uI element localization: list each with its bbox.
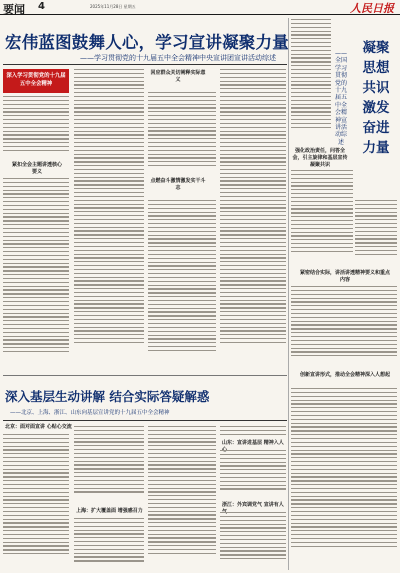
lead-headline: 宏伟蓝图鼓舞人心，学习宣讲凝聚力量 <box>5 33 289 52</box>
section-kicker-middle-2: 点燃奋斗激情激发实干斗志 <box>150 178 206 191</box>
headline-rule <box>3 64 287 65</box>
issue-date: 2025年11月28日 星期五 <box>90 4 136 9</box>
subhead-beijing: 北京：面对面宣讲 心贴心交流 <box>5 424 72 430</box>
section-divider <box>3 375 287 376</box>
right-headline: 凝聚思想共识 激发奋进力量 <box>362 40 390 156</box>
right-column-d <box>291 388 397 570</box>
subhead-shandong: 山东：宣讲进基层 精神入人 <box>222 440 284 446</box>
subhead-zhejiang: 浙江：外宾调党气 宣讲有人 <box>222 502 284 508</box>
right-subheadline: ——全国学习贯彻党的十九届五中全会精神宣讲活动综述 <box>334 50 347 146</box>
subhead-shanghai: 上海：扩大覆盖面 增强感召力 <box>76 508 143 514</box>
column-tag-box: 深入学习贯彻党的十九届五中全会精神 <box>3 69 69 93</box>
second-column-3 <box>148 426 216 570</box>
right-subhead-1: 强化政治责任，问答全会，引主旋律和基层宣传凝聚共识 <box>292 148 348 168</box>
right-subhead-3: 创新宣讲形式，推动全会精神深入人想起 <box>300 372 391 378</box>
article-column-3b <box>148 200 216 373</box>
section-kicker-left: 紧扣全会主题讲透核心要义 <box>12 162 63 175</box>
article-column-3a <box>148 92 216 176</box>
article-column-1b <box>3 178 69 373</box>
second-column-1 <box>3 434 69 570</box>
page-column-divider <box>288 18 289 570</box>
second-column-2b <box>74 518 144 570</box>
right-column-a <box>291 170 353 265</box>
right-column-b <box>355 200 397 265</box>
section-name: 要闻 <box>3 3 25 16</box>
second-column-4b <box>220 450 286 500</box>
article-column-1a <box>3 96 69 160</box>
second-column-4c <box>220 512 286 570</box>
second-subheadline: ——北京、上海、浙江、山东向基层宣讲党的十九届五中全会精神 <box>10 410 170 416</box>
page-number: 4 <box>38 1 45 12</box>
right-column-intro <box>291 19 331 141</box>
right-subhead-2: 紧密结合实际，讲活讲透精神要义和重点内容 <box>300 270 391 283</box>
second-headline: 深入基层生动讲解 结合实际答疑解惑 <box>5 389 210 404</box>
article-column-4 <box>220 69 286 373</box>
lead-subheadline: ——学习贯彻党的十九届五中全会精神中央宣讲团宣讲活动综述 <box>80 54 276 62</box>
article-column-2 <box>74 69 144 373</box>
second-column-4a <box>220 426 286 438</box>
newspaper-logo: 人民日报 <box>350 2 394 15</box>
right-column-c <box>291 286 397 366</box>
second-headline-rule <box>3 420 287 421</box>
second-column-2a <box>74 426 144 506</box>
section-kicker-middle: 回应群众关切阐释实际意义 <box>150 70 206 83</box>
masthead <box>0 0 400 15</box>
